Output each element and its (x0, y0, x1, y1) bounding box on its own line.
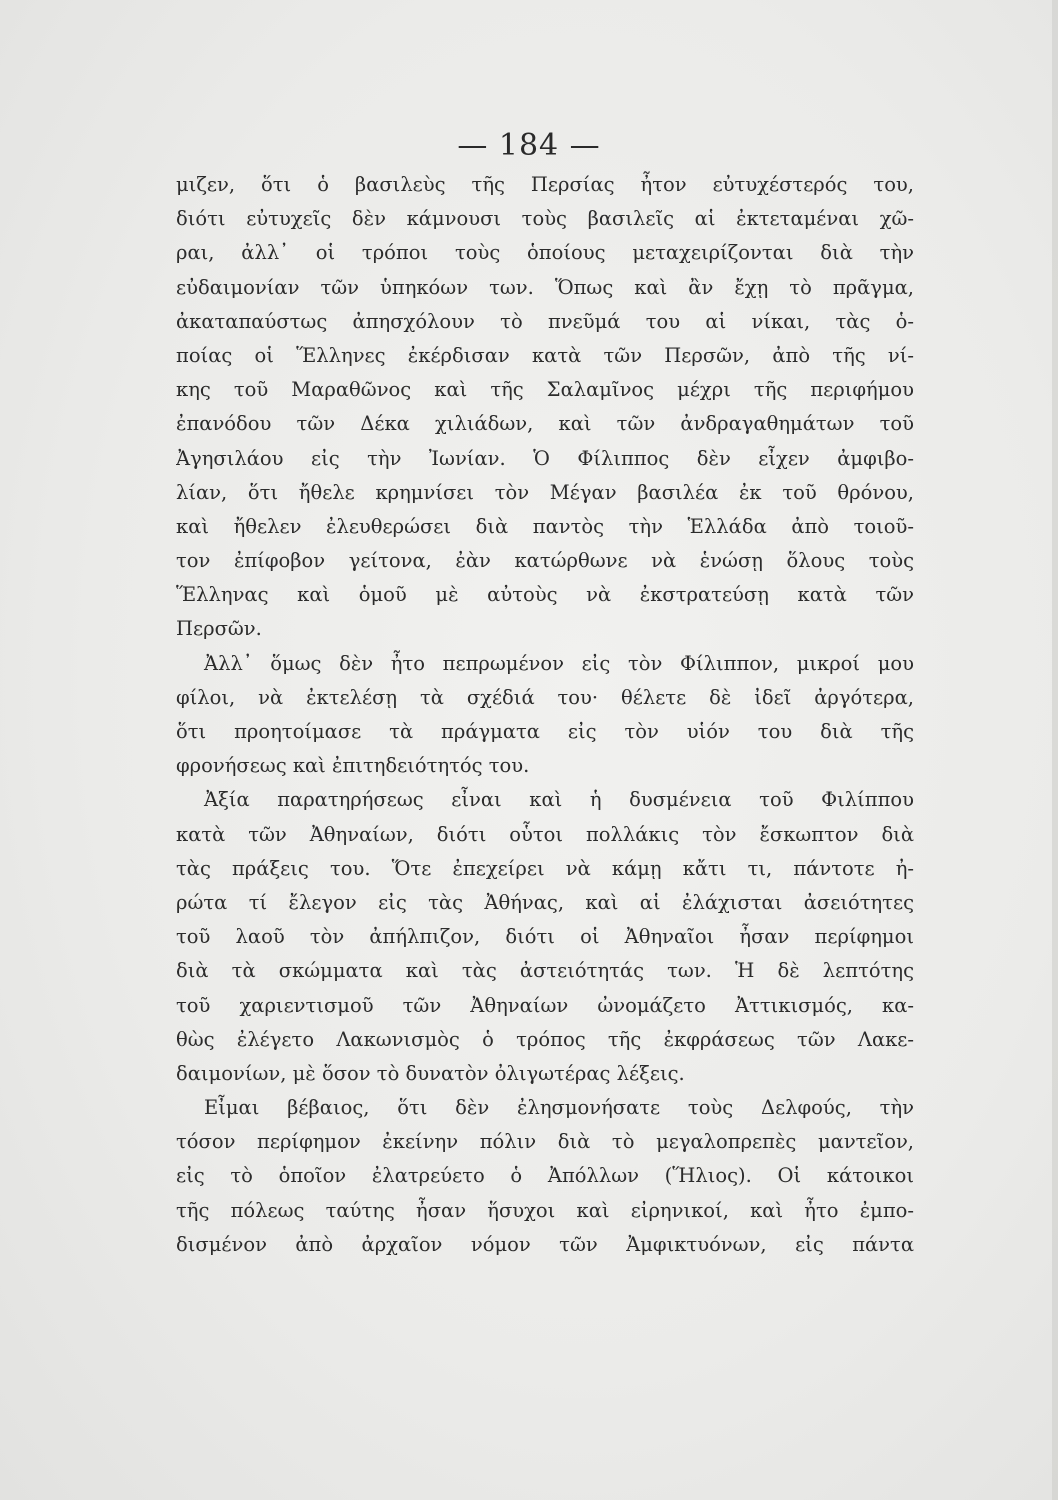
text-line: τὰς πράξεις του. Ὅτε ἐπεχείρει νὰ κάμῃ κἄτι τι, πάντοτε ἠ- (176, 856, 914, 880)
text-line: τόσον περίφημον ἐκείνην πόλιν διὰ τὸ μεγαλοπρεπὲς μαντεῖον, (176, 1130, 914, 1154)
text-line: τον ἐπίφοβον γείτονα, ἐὰν κατώρθωνε νὰ ἑνώσῃ ὅλους τοὺς (176, 549, 914, 573)
text-line: Περσῶν. (176, 617, 262, 641)
text-line: ρώτα τί ἔλεγον εἰς τὰς Ἀθήνας, καὶ αἱ ἐλάχισται ἀσειότητες (176, 890, 914, 914)
text-line: κατὰ τῶν Ἀθηναίων, διότι οὗτοι πολλάκις τὸν ἔσκωπτον διὰ (176, 822, 914, 846)
text-line: ποίας οἱ Ἕλληνες ἐκέρδισαν κατὰ τῶν Περσῶν, ἀπὸ τῆς νί- (176, 343, 914, 367)
text-line: δαιμονίων, μὲ ὅσον τὸ δυνατὸν ὀλιγωτέρας λέξεις. (176, 1061, 685, 1085)
text-line: Ἕλληνας καὶ ὁμοῦ μὲ αὐτοὺς νὰ ἐκστρατεύσῃ κατὰ τῶν (176, 583, 914, 607)
text-line: Εἶμαι βέβαιος, ὅτι δὲν ἐλησμονήσατε τοὺς Δελφούς, τὴν (204, 1096, 914, 1120)
text-line: διὰ τὰ σκώμματα καὶ τὰς ἀστειότητάς των. Ἡ δὲ λεπτότης (176, 959, 914, 983)
text-line: δισμένον ἀπὸ ἀρχαῖον νόμον τῶν Ἀμφικτυόνων, εἰς πάντα (176, 1232, 914, 1256)
text-line: λίαν, ὅτι ἤθελε κρημνίσει τὸν Μέγαν βασιλέα ἐκ τοῦ θρόνου, (176, 480, 914, 504)
text-line: φρονήσεως καὶ ἐπιτηδειότητός του. (176, 754, 530, 778)
text-line: ὅτι προητοίμασε τὰ πράγματα εἰς τὸν υἱόν του διὰ τῆς (176, 720, 914, 743)
text-line: ἐπανόδου τῶν Δέκα χιλιάδων, καὶ τῶν ἀνδραγαθημάτων τοῦ (176, 412, 914, 436)
page-edge-shadow (1052, 0, 1058, 1500)
text-line: Ἀγησιλάου εἰς τὴν Ἰωνίαν. Ὁ Φίλιππος δὲν εἶχεν ἀμφιβο- (176, 446, 914, 470)
text-line: φίλοι, νὰ ἐκτελέσῃ τὰ σχέδιά του· θέλετε δὲ ἰδεῖ ἀργότερα, (176, 685, 914, 709)
text-line: διότι εὐτυχεῖς δὲν κάμνουσι τοὺς βασιλεῖς αἱ ἐκτεταμέναι χῶ- (176, 207, 914, 231)
text-line: τῆς πόλεως ταύτης ἦσαν ἥσυχοι καὶ εἰρηνικοί, καὶ ἦτο ἐμπο- (176, 1198, 914, 1222)
text-line: τοῦ χαριεντισμοῦ τῶν Ἀθηναίων ὠνομάζετο Ἀττικισμός, κα- (176, 993, 914, 1017)
text-line: εἰς τὸ ὁποῖον ἐλατρεύετο ὁ Ἀπόλλων (Ἥλιος). Οἱ κάτοικοι (176, 1164, 914, 1188)
text-line: μιζεν, ὅτι ὁ βασιλεὺς τῆς Περσίας ἦτον εὐτυχέστερός του, (176, 173, 914, 196)
text-line: θὼς ἐλέγετο Λακωνισμὸς ὁ τρόπος τῆς ἐκφράσεως τῶν Λακε- (176, 1027, 914, 1051)
body-text (176, 168, 914, 1262)
text-line: ραι, ἀλλ᾽ οἱ τρόποι τοὺς ὁποίους μεταχειρίζονται διὰ τὴν (176, 241, 914, 265)
text-line: Ἀλλ᾽ ὅμως δὲν ἦτο πεπρωμένον εἰς τὸν Φίλιππον, μικροί μου (204, 651, 914, 675)
text-line: εὐδαιμονίαν τῶν ὑπηκόων των. Ὅπως καὶ ἂν ἔχῃ τὸ πρᾶγμα, (176, 275, 914, 299)
text-line: τοῦ λαοῦ τὸν ἀπήλπιζον, διότι οἱ Ἀθηναῖοι ἦσαν περίφημοι (176, 925, 914, 949)
text-line: κης τοῦ Μαραθῶνος καὶ τῆς Σαλαμῖνος μέχρι τῆς περιφήμου (176, 378, 914, 402)
text-line: Ἀξία παρατηρήσεως εἶναι καὶ ἡ δυσμένεια τοῦ Φιλίππου (204, 788, 914, 812)
page-number: — 184 — (457, 128, 601, 163)
text-line: ἀκαταπαύστως ἀπησχόλουν τὸ πνεῦμά του αἱ νίκαι, τὰς ὁ- (176, 309, 914, 333)
text-line: καὶ ἤθελεν ἐλευθερώσει διὰ παντὸς τὴν Ἑλλάδα ἀπὸ τοιοῦ- (176, 514, 914, 538)
